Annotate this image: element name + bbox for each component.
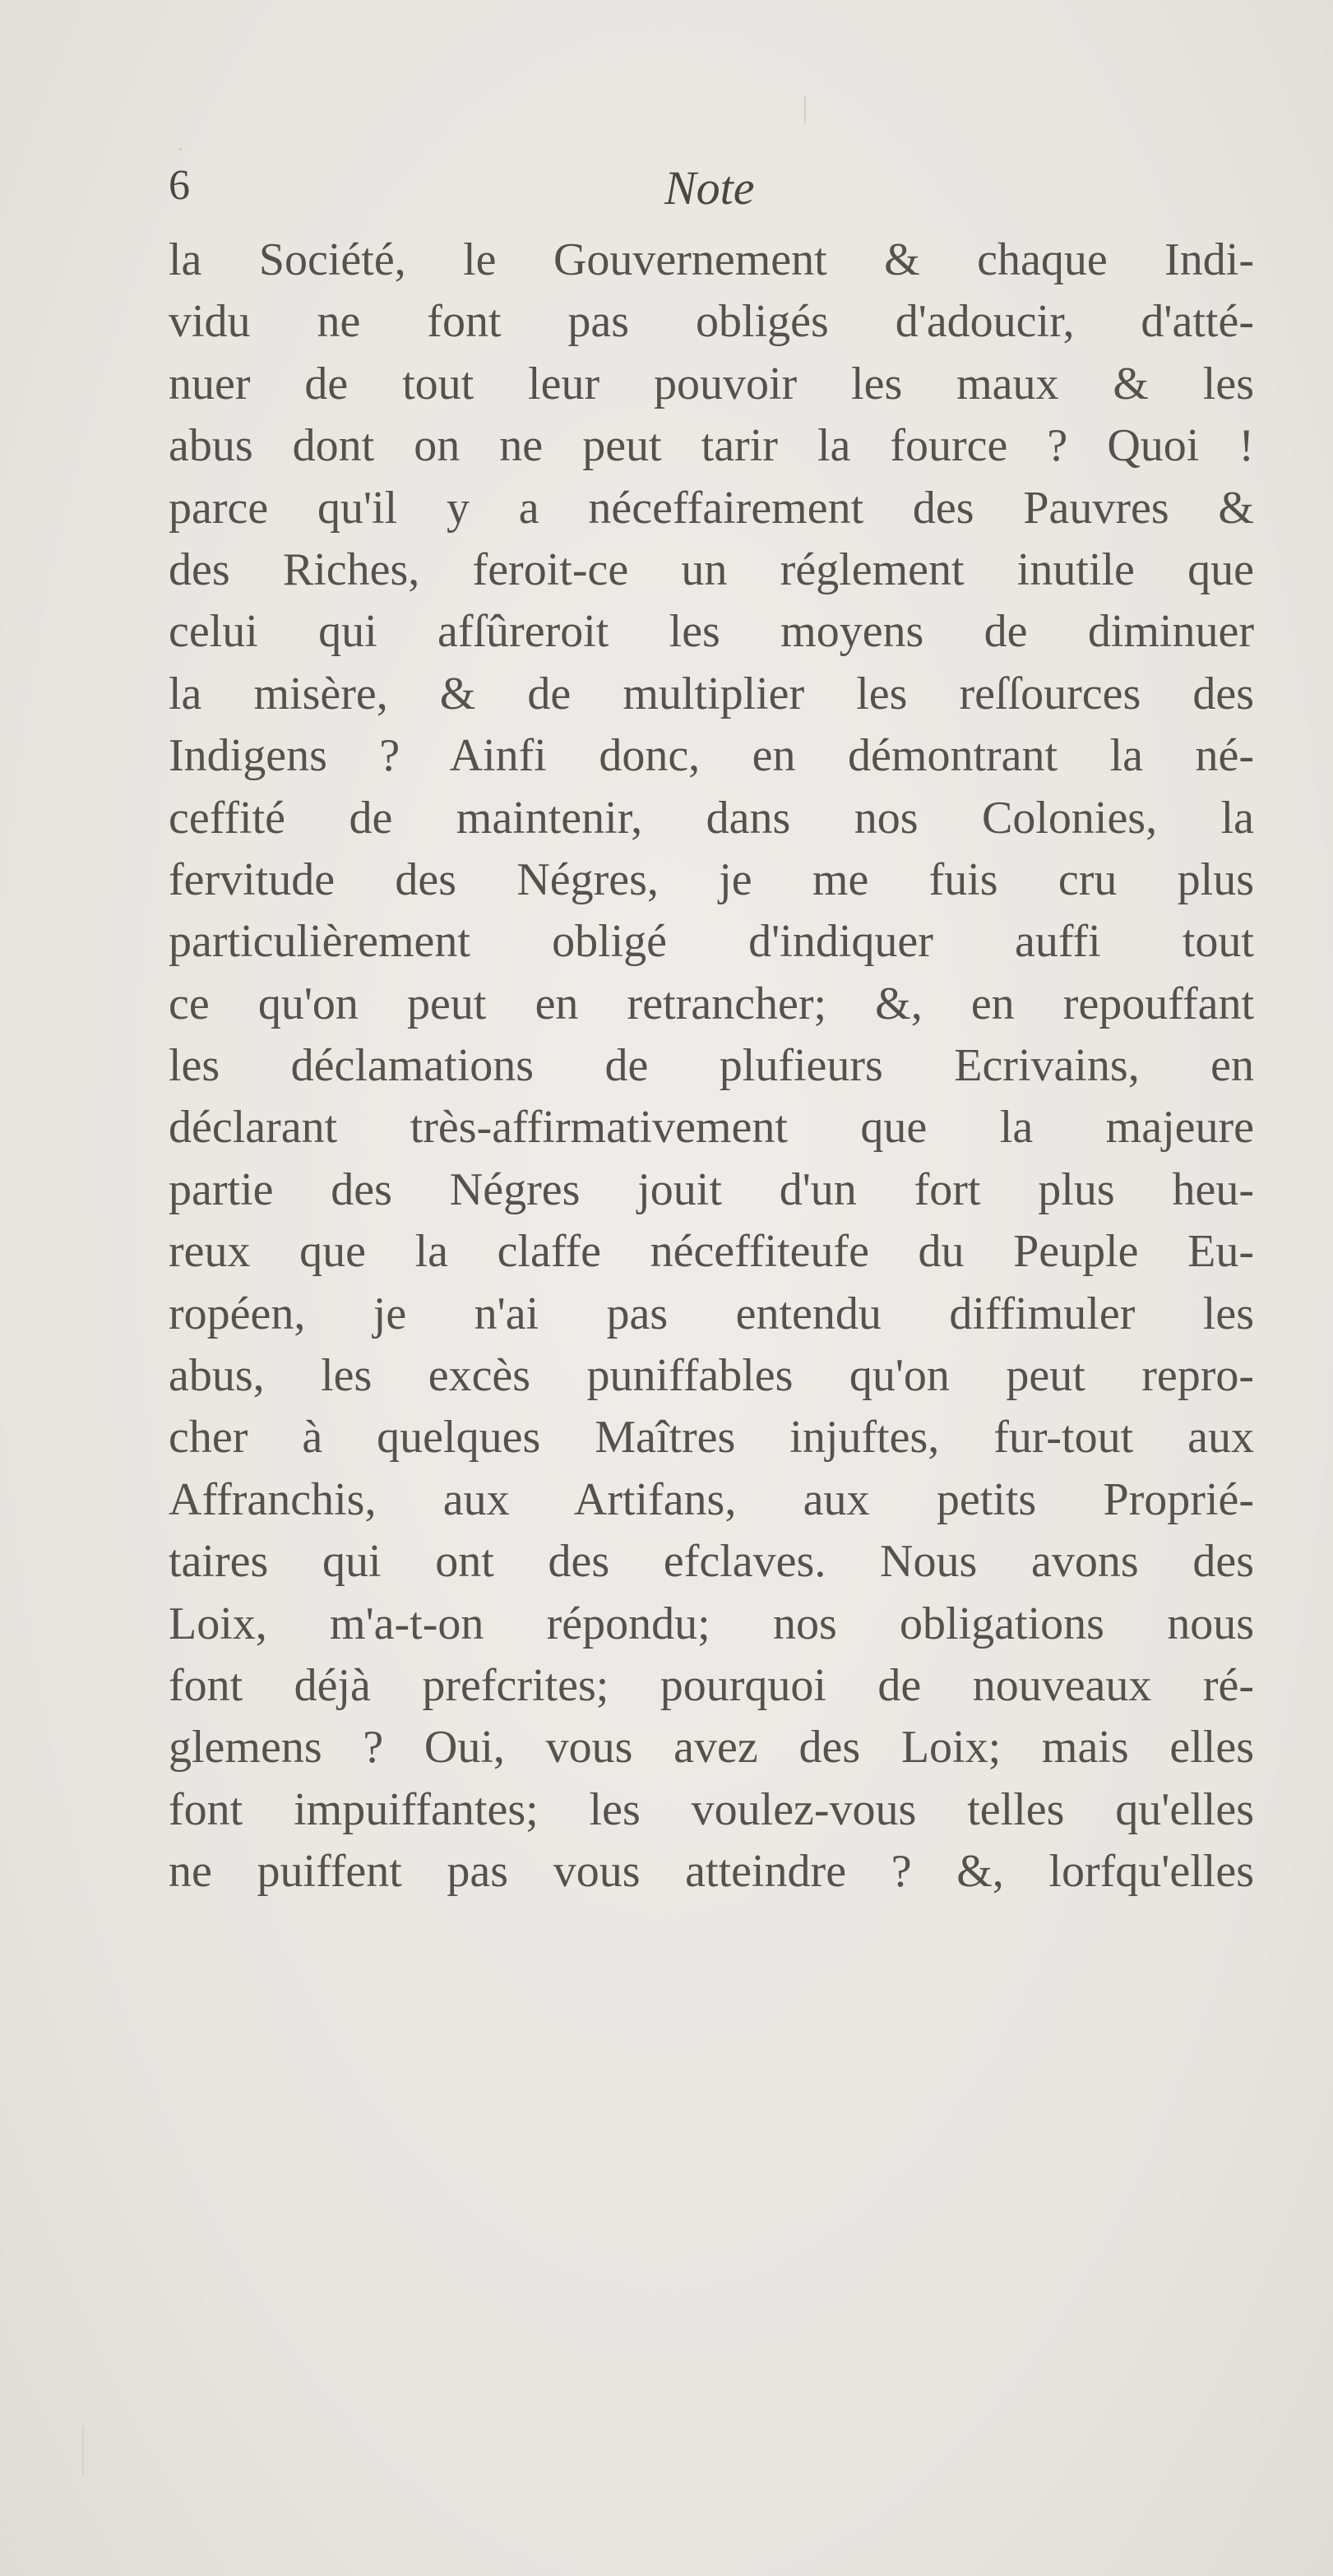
text-line: reux que la claffe néceffiteufe du Peuple Eu-	[169, 1226, 1254, 1278]
text-line: abus dont on ne peut tarir la fource ? Quoi !	[169, 420, 1254, 472]
text-line: celui qui afſûreroit les moyens de diminuer	[169, 606, 1254, 658]
text-line: Indigens ? Ainfi donc, en démontrant la né-	[169, 730, 1254, 782]
text-line: Affranchis, aux Artifans, aux petits Proprié-	[169, 1473, 1254, 1525]
text-line: déclarant très-affirmativement que la majeure	[169, 1102, 1254, 1154]
text-line: partie des Négres jouit d'un fort plus heu-	[169, 1163, 1254, 1215]
text-line: particulièrement obligé d'indiquer auffi tout	[169, 916, 1254, 968]
text-line: font impuiffantes; les voulez-vous telles qu'elles	[169, 1783, 1254, 1835]
text-line: ceffité de maintenir, dans nos Colonies, la	[169, 792, 1254, 844]
text-line: les déclamations de plufieurs Ecrivains, en	[169, 1040, 1254, 1092]
text-line: des Riches, feroit-ce un réglement inutile que	[169, 543, 1254, 595]
paper-speck	[804, 95, 806, 123]
text-line: ne puiffent pas vous atteindre ? &, lorfqu'elles	[169, 1846, 1254, 1898]
text-line: la Société, le Gouvernement & chaque Indi-	[169, 234, 1254, 285]
text-line: Loix, m'a-t-on répondu; nos obligations nous	[169, 1598, 1254, 1649]
text-line: taires qui ont des efclaves. Nous avons des	[169, 1536, 1254, 1588]
text-line: abus, les excès puniffables qu'on peut repro-	[169, 1350, 1254, 1402]
text-line: ropéen, je n'ai pas entendu diffimuler les	[169, 1288, 1254, 1339]
text-line: ce qu'on peut en retrancher; &, en repouffant	[169, 978, 1254, 1029]
text-line: glemens ? Oui, vous avez des Loix; mais elles	[169, 1722, 1254, 1774]
body-text	[169, 229, 1254, 1903]
running-title: Note	[664, 161, 755, 215]
paper-speck	[179, 148, 182, 150]
text-line: vidu ne font pas obligés d'adoucir, d'atté-	[169, 296, 1254, 348]
text-line: fervitude des Négres, je me fuis cru plus	[169, 853, 1254, 905]
paper-speck	[82, 2426, 84, 2475]
text-line: parce qu'il y a néceffairement des Pauvres &	[169, 482, 1254, 534]
text-line: font déjà prefcrites; pourquoi de nouveaux ré-	[169, 1659, 1254, 1711]
text-line: cher à quelques Maîtres injuftes, fur-tout aux	[169, 1412, 1254, 1464]
text-line: nuer de tout leur pouvoir les maux & les	[169, 358, 1254, 409]
text-line: la misère, & de multiplier les reſſources des	[169, 668, 1254, 719]
page-number: 6	[169, 162, 190, 209]
